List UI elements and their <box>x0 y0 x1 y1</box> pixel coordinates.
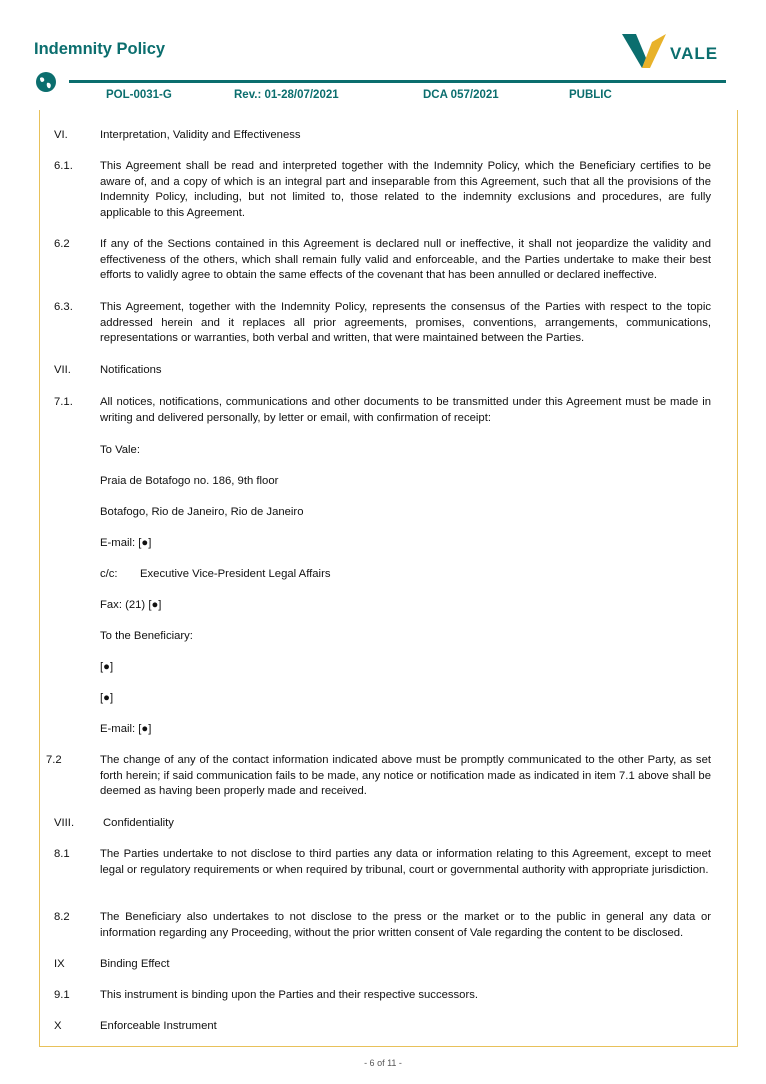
clause-text: All notices, notifications, communications and other documents to be transmitted under this Agreement must be made in writing and delivered personally, by letter or email, with confirmation of receipt: <box>100 396 711 424</box>
section-heading: Enforceable Instrument <box>100 1020 217 1032</box>
clause-text: The Parties undertake to not disclose to third parties any data or information relating to this Agreement, except to meet legal or regulatory requirements or when required by tribunal, court or governmental authority with appropriate jurisdiction. <box>100 848 711 876</box>
doc-classification: PUBLIC <box>569 89 612 101</box>
clause-text: The Beneficiary also undertakes to not disclose to the press or the market or to the public in general any data or information regarding any Proceeding, without the prior written consent of Vale regarding the content to be disclosed. <box>100 911 711 939</box>
clause-number: 9.1 <box>54 989 70 1001</box>
header-rule <box>69 80 726 83</box>
clause-number: 7.1. <box>54 396 73 408</box>
address-to-beneficiary: To the Beneficiary: <box>100 630 193 642</box>
address-street: Praia de Botafogo no. 186, 9th floor <box>100 475 279 487</box>
clause-number: 6.3. <box>54 301 73 313</box>
clause-number: 6.1. <box>54 160 73 172</box>
address-beneficiary-line: [●] <box>100 661 114 673</box>
page-title: Indemnity Policy <box>34 40 166 58</box>
address-fax: Fax: (21) [●] <box>100 599 162 611</box>
address-email-vale: E-mail: [●] <box>100 537 152 549</box>
doc-code: POL-0031-G <box>106 89 172 101</box>
clause-number: 7.2 <box>46 754 62 766</box>
address-beneficiary-line: [●] <box>100 692 114 704</box>
section-heading: Interpretation, Validity and Effectiveness <box>100 129 301 141</box>
section-heading: Notifications <box>100 364 162 376</box>
logo-text: VALE <box>670 44 719 63</box>
clause-text: This instrument is binding upon the Parties and their respective successors. <box>100 989 479 1001</box>
section-number: VI. <box>54 129 68 141</box>
clause-text: This Agreement, together with the Indemnity Policy, represents the consensus of the Parties with respect to the topic addressed herein and it replaces all prior agreements, promises, conventions, arrangements, communications, representations or warranties, both verbal and written, that were maintained between the Parties. <box>100 301 711 345</box>
section-number: VII. <box>54 364 71 376</box>
clause-text: The change of any of the contact information indicated above must be promptly communicated to the other Party, as set forth herein; if said communication fails to be made, any notice or notification made as indicated in item 7.1 above shall be deemed as having been properly made and received. <box>100 754 711 798</box>
clause-number: 8.1 <box>54 848 70 860</box>
clause-text: This Agreement shall be read and interpreted together with the Indemnity Policy, which the Beneficiary certifies to be aware of, and a copy of which is an integral part and inseparable from this Agreement, such that all the provisions of the Indemnity Policy, including, but not limited to, those related to the indemnity exclusions and procedures, are fully applicable to this Agreement. <box>100 160 711 220</box>
address-cc-value: Executive Vice-President Legal Affairs <box>140 568 331 580</box>
section-number: VIII. <box>54 817 75 829</box>
clause-number: 6.2 <box>54 238 70 250</box>
clause-number: 8.2 <box>54 911 70 923</box>
section-heading: Binding Effect <box>100 958 170 970</box>
doc-revision: Rev.: 01-28/07/2021 <box>234 89 339 101</box>
address-email-beneficiary: E-mail: [●] <box>100 723 152 735</box>
section-number: IX <box>54 958 65 970</box>
clause-text: If any of the Sections contained in this Agreement is declared null or ineffective, it shall not jeopardize the validity and effectiveness of the others, which shall remain fully valid and enforceable, and the Parties undertake to make their best efforts to validly agree to obtain the same effects of the covenant that has been annulled or declared ineffective. <box>100 238 711 282</box>
page-number: - 6 of 11 - <box>364 1058 402 1068</box>
address-to-vale: To Vale: <box>100 444 140 456</box>
address-city: Botafogo, Rio de Janeiro, Rio de Janeiro <box>100 506 304 518</box>
globe-icon <box>35 71 57 93</box>
section-number: X <box>54 1020 62 1032</box>
doc-dca: DCA 057/2021 <box>423 89 499 101</box>
address-cc-label: c/c: <box>100 568 118 580</box>
section-heading: Confidentiality <box>103 817 174 829</box>
